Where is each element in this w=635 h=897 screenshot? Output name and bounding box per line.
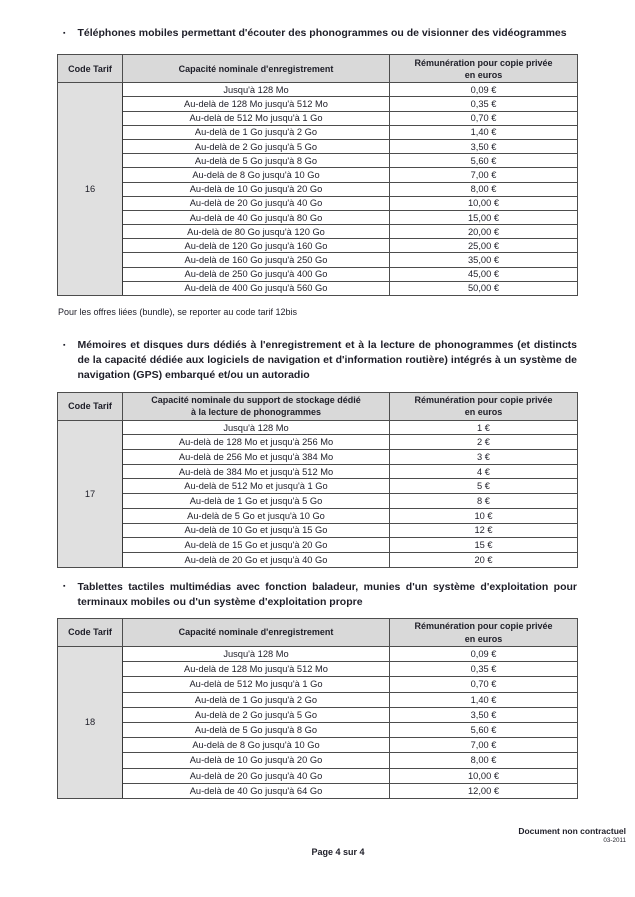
header-remuneration: Rémunération pour copie privée en euros	[390, 392, 578, 420]
code-tarif-cell: 18	[58, 647, 123, 799]
table-row	[58, 253, 578, 267]
price-cell: 10,00 €	[390, 768, 578, 783]
capacity-cell: Jusqu'à 128 Mo	[123, 83, 390, 97]
page-content	[57, 26, 577, 799]
price-cell: 25,00 €	[390, 239, 578, 253]
price-cell: 3,50 €	[390, 139, 578, 153]
table-header-row	[58, 55, 578, 83]
price-cell: 15,00 €	[390, 210, 578, 224]
table-row	[58, 508, 578, 523]
capacity-cell: Au-delà de 40 Go jusqu'à 80 Go	[123, 210, 390, 224]
tariff-table-host-17	[57, 392, 577, 568]
document-date-label: 03-2011	[603, 837, 626, 845]
tariff-table-host-16	[57, 54, 577, 296]
header-code-tarif: Code Tarif	[58, 55, 123, 83]
price-cell: 1,40 €	[390, 125, 578, 139]
capacity-cell: Au-delà de 10 Go jusqu'à 20 Go	[123, 753, 390, 768]
price-cell: 0,35 €	[390, 97, 578, 111]
table-row	[58, 239, 578, 253]
table-row	[58, 662, 578, 677]
tariff-table	[57, 392, 578, 568]
price-cell: 35,00 €	[390, 253, 578, 267]
capacity-cell: Au-delà de 5 Go jusqu'à 8 Go	[123, 154, 390, 168]
capacity-cell: Au-delà de 10 Go jusqu'à 20 Go	[123, 182, 390, 196]
capacity-cell: Au-delà de 20 Go jusqu'à 40 Go	[123, 196, 390, 210]
price-cell: 1,40 €	[390, 692, 578, 707]
price-cell: 7,00 €	[390, 168, 578, 182]
section-title-tablettes	[57, 580, 577, 610]
footer-right-block	[518, 826, 626, 845]
capacity-cell: Au-delà de 2 Go jusqu'à 5 Go	[123, 139, 390, 153]
table-row	[58, 168, 578, 182]
table-row	[58, 111, 578, 125]
price-cell: 10,00 €	[390, 196, 578, 210]
table-row	[58, 125, 578, 139]
price-cell: 2 €	[390, 435, 578, 450]
capacity-cell: Au-delà de 1 Go et jusqu'à 5 Go	[123, 494, 390, 509]
table-row	[58, 281, 578, 295]
price-cell: 0,70 €	[390, 677, 578, 692]
price-cell: 12,00 €	[390, 783, 578, 798]
capacity-cell: Au-delà de 512 Mo et jusqu'à 1 Go	[123, 479, 390, 494]
table-header-row	[58, 392, 578, 420]
code-tarif-cell: 17	[58, 420, 123, 567]
capacity-cell: Au-delà de 384 Mo et jusqu'à 512 Mo	[123, 464, 390, 479]
header-capacity: Capacité nominale d'enregistrement	[123, 55, 390, 83]
table-row	[58, 753, 578, 768]
table-row	[58, 420, 578, 435]
table-row	[58, 479, 578, 494]
price-cell: 8,00 €	[390, 753, 578, 768]
capacity-cell: Au-delà de 128 Mo jusqu'à 512 Mo	[123, 97, 390, 111]
price-cell: 1 €	[390, 420, 578, 435]
header-code-tarif: Code Tarif	[58, 392, 123, 420]
header-capacity: Capacité nominale du support de stockage dédié à la lecture de phonogrammes	[123, 392, 390, 420]
table-row	[58, 464, 578, 479]
capacity-cell: Au-delà de 5 Go et jusqu'à 10 Go	[123, 508, 390, 523]
price-cell: 3 €	[390, 450, 578, 465]
capacity-cell: Au-delà de 2 Go jusqu'à 5 Go	[123, 707, 390, 722]
capacity-cell: Au-delà de 400 Go jusqu'à 560 Go	[123, 281, 390, 295]
price-cell: 45,00 €	[390, 267, 578, 281]
price-cell: 0,70 €	[390, 111, 578, 125]
header-code-tarif: Code Tarif	[58, 619, 123, 647]
price-cell: 20 €	[390, 552, 578, 567]
price-cell: 0,09 €	[390, 83, 578, 97]
capacity-cell: Au-delà de 8 Go jusqu'à 10 Go	[123, 738, 390, 753]
price-cell: 5 €	[390, 479, 578, 494]
document-status-label: Document non contractuel	[518, 826, 626, 836]
table-row	[58, 768, 578, 783]
price-cell: 0,35 €	[390, 662, 578, 677]
capacity-cell: Au-delà de 512 Mo jusqu'à 1 Go	[123, 677, 390, 692]
section-title-text: Tablettes tactiles multimédias avec fonction baladeur, munies d'un système d'exploitation pour terminaux mobiles ou d'un système d'exploitation propre	[77, 580, 577, 608]
bullet-icon: ▪	[63, 29, 66, 37]
table-row	[58, 267, 578, 281]
price-cell: 7,00 €	[390, 738, 578, 753]
table-row	[58, 450, 578, 465]
table-row	[58, 647, 578, 662]
table-row	[58, 552, 578, 567]
table-row	[58, 677, 578, 692]
table-row	[58, 722, 578, 737]
capacity-cell: Au-delà de 1 Go jusqu'à 2 Go	[123, 125, 390, 139]
table-row	[58, 210, 578, 224]
price-cell: 0,09 €	[390, 647, 578, 662]
capacity-cell: Au-delà de 20 Go et jusqu'à 40 Go	[123, 552, 390, 567]
capacity-cell: Au-delà de 5 Go jusqu'à 8 Go	[123, 722, 390, 737]
table-row	[58, 83, 578, 97]
table-row	[58, 494, 578, 509]
price-cell: 20,00 €	[390, 225, 578, 239]
table-row	[58, 97, 578, 111]
tariff-table	[57, 618, 578, 799]
bundle-note: Pour les offres liées (bundle), se reporter au code tarif 12bis	[58, 307, 297, 318]
header-remuneration: Rémunération pour copie privée en euros	[390, 619, 578, 647]
capacity-cell: Au-delà de 40 Go jusqu'à 64 Go	[123, 783, 390, 798]
bullet-icon: ▪	[63, 341, 66, 349]
price-cell: 8 €	[390, 494, 578, 509]
price-cell: 15 €	[390, 538, 578, 553]
table-row	[58, 783, 578, 798]
table-row	[58, 738, 578, 753]
header-capacity: Capacité nominale d'enregistrement	[123, 619, 390, 647]
table-row	[58, 196, 578, 210]
capacity-cell: Au-delà de 80 Go jusqu'à 120 Go	[123, 225, 390, 239]
table-row	[58, 707, 578, 722]
section-title-telephones	[57, 26, 577, 41]
capacity-cell: Au-delà de 10 Go et jusqu'à 15 Go	[123, 523, 390, 538]
code-tarif-cell: 16	[58, 83, 123, 296]
capacity-cell: Jusqu'à 128 Mo	[123, 647, 390, 662]
table-row	[58, 435, 578, 450]
capacity-cell: Au-delà de 250 Go jusqu'à 400 Go	[123, 267, 390, 281]
table-row	[58, 523, 578, 538]
section-title-memoires-gps	[57, 338, 577, 384]
table-row	[58, 538, 578, 553]
tariff-table	[57, 54, 578, 296]
table-row	[58, 692, 578, 707]
price-cell: 50,00 €	[390, 281, 578, 295]
price-cell: 8,00 €	[390, 182, 578, 196]
capacity-cell: Au-delà de 160 Go jusqu'à 250 Go	[123, 253, 390, 267]
capacity-cell: Au-delà de 256 Mo et jusqu'à 384 Mo	[123, 450, 390, 465]
capacity-cell: Au-delà de 8 Go jusqu'à 10 Go	[123, 168, 390, 182]
table-row	[58, 182, 578, 196]
header-remuneration: Rémunération pour copie privée en euros	[390, 55, 578, 83]
capacity-cell: Au-delà de 128 Mo jusqu'à 512 Mo	[123, 662, 390, 677]
price-cell: 3,50 €	[390, 707, 578, 722]
capacity-cell: Au-delà de 20 Go jusqu'à 40 Go	[123, 768, 390, 783]
page-number: Page 4 sur 4	[311, 847, 365, 857]
table-row	[58, 225, 578, 239]
tariff-table-host-18	[57, 618, 577, 799]
capacity-cell: Au-delà de 120 Go jusqu'à 160 Go	[123, 239, 390, 253]
table-row	[58, 139, 578, 153]
capacity-cell: Au-delà de 15 Go et jusqu'à 20 Go	[123, 538, 390, 553]
capacity-cell: Au-delà de 128 Mo et jusqu'à 256 Mo	[123, 435, 390, 450]
bullet-icon: ▪	[63, 583, 66, 591]
section-title-text: Téléphones mobiles permettant d'écouter des phonogrammes ou de visionner des vidéogrammes	[77, 27, 567, 39]
price-cell: 5,60 €	[390, 722, 578, 737]
table-row	[58, 154, 578, 168]
table-header-row	[58, 619, 578, 647]
section-title-text: Mémoires et disques durs dédiés à l'enregistrement et à la lecture de phonogrammes (et distincts de la capacité dédiée aux logiciels de navigation et d'information routière) intégrés à un système de navigation (GPS) embarqué et/ou un autoradio	[77, 339, 577, 382]
price-cell: 5,60 €	[390, 154, 578, 168]
capacity-cell: Au-delà de 512 Mo jusqu'à 1 Go	[123, 111, 390, 125]
capacity-cell: Au-delà de 1 Go jusqu'à 2 Go	[123, 692, 390, 707]
capacity-cell: Jusqu'à 128 Mo	[123, 420, 390, 435]
price-cell: 12 €	[390, 523, 578, 538]
price-cell: 10 €	[390, 508, 578, 523]
price-cell: 4 €	[390, 464, 578, 479]
